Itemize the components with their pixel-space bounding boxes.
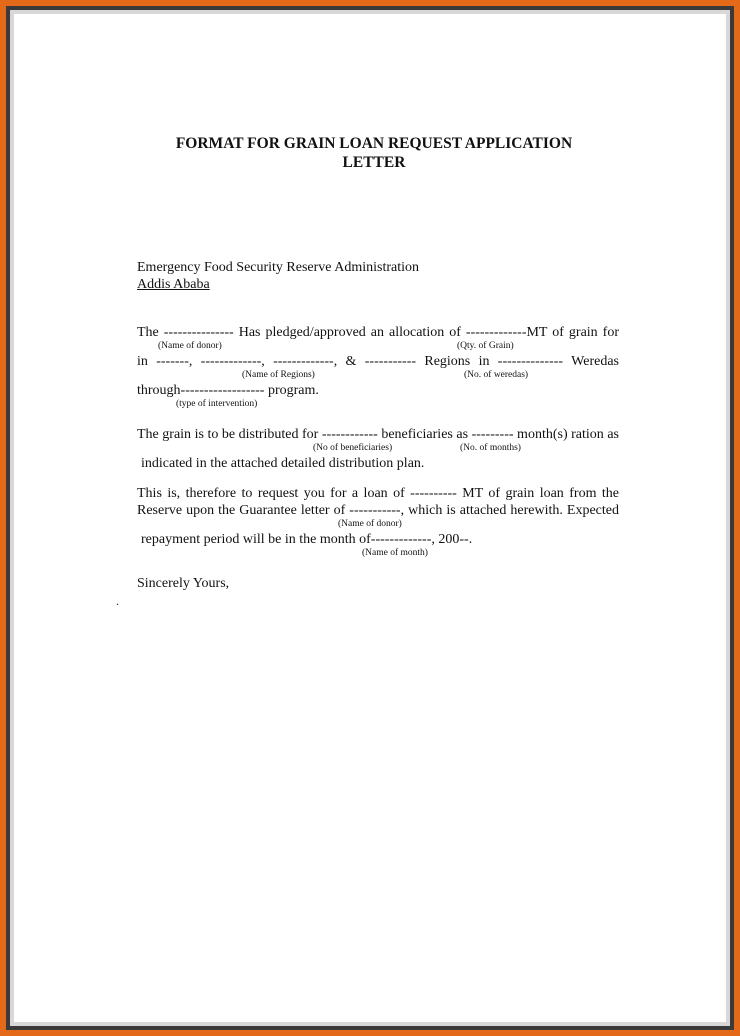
note-name-of-month: (Name of month)	[362, 548, 428, 558]
stray-mark: .	[116, 594, 119, 608]
note-name-of-donor: (Name of donor)	[158, 341, 222, 351]
paragraph2-line1: The grain is to be distributed for ------------ beneficiaries as --------- month(s) ration as	[137, 427, 619, 442]
note-no-of-weredas: (No. of weredas)	[464, 370, 529, 380]
frame-border	[10, 10, 730, 1026]
note-no-of-months: (No. of months)	[460, 443, 521, 453]
paragraph3-line3: repayment period will be in the month of-------------, 200--.	[141, 532, 473, 547]
document-frame	[6, 6, 734, 1030]
paragraph3-line2: Reserve upon the Guarantee letter of -----------, which is attached herewith. Expected	[137, 503, 619, 518]
letter-page	[14, 14, 726, 1022]
recipient-city: Addis Ababa	[137, 277, 210, 292]
letter-title	[14, 134, 734, 172]
recipient-organization: Emergency Food Security Reserve Administration	[137, 260, 420, 275]
paragraph1-line1: The --------------- Has pledged/approved an allocation of -------------MT of grain for	[137, 325, 619, 340]
closing-salutation: Sincerely Yours,	[137, 576, 230, 591]
paragraph1-line2: in -------, -------------, -------------, & ----------- Regions in -------------- Weredas	[137, 354, 619, 369]
title-line-1: FORMAT FOR GRAIN LOAN REQUEST APPLICATION	[175, 135, 573, 152]
note-name-of-regions: (Name of Regions)	[242, 370, 315, 380]
note-no-of-beneficiaries: (No of beneficiaries)	[313, 443, 393, 453]
title-line-2: LETTER	[342, 154, 406, 171]
paragraph2-line2: indicated in the attached detailed distribution plan.	[141, 456, 425, 471]
note-type-of-intervention: (type of intervention)	[176, 399, 258, 409]
paragraph3-line1: This is, therefore to request you for a loan of ---------- MT of grain loan from the	[137, 486, 619, 501]
paragraph1-line3: through------------------ program.	[137, 383, 319, 398]
note-name-of-donor-guarantee: (Name of donor)	[338, 519, 402, 529]
note-qty-of-grain: (Qty. of Grain)	[457, 341, 514, 351]
